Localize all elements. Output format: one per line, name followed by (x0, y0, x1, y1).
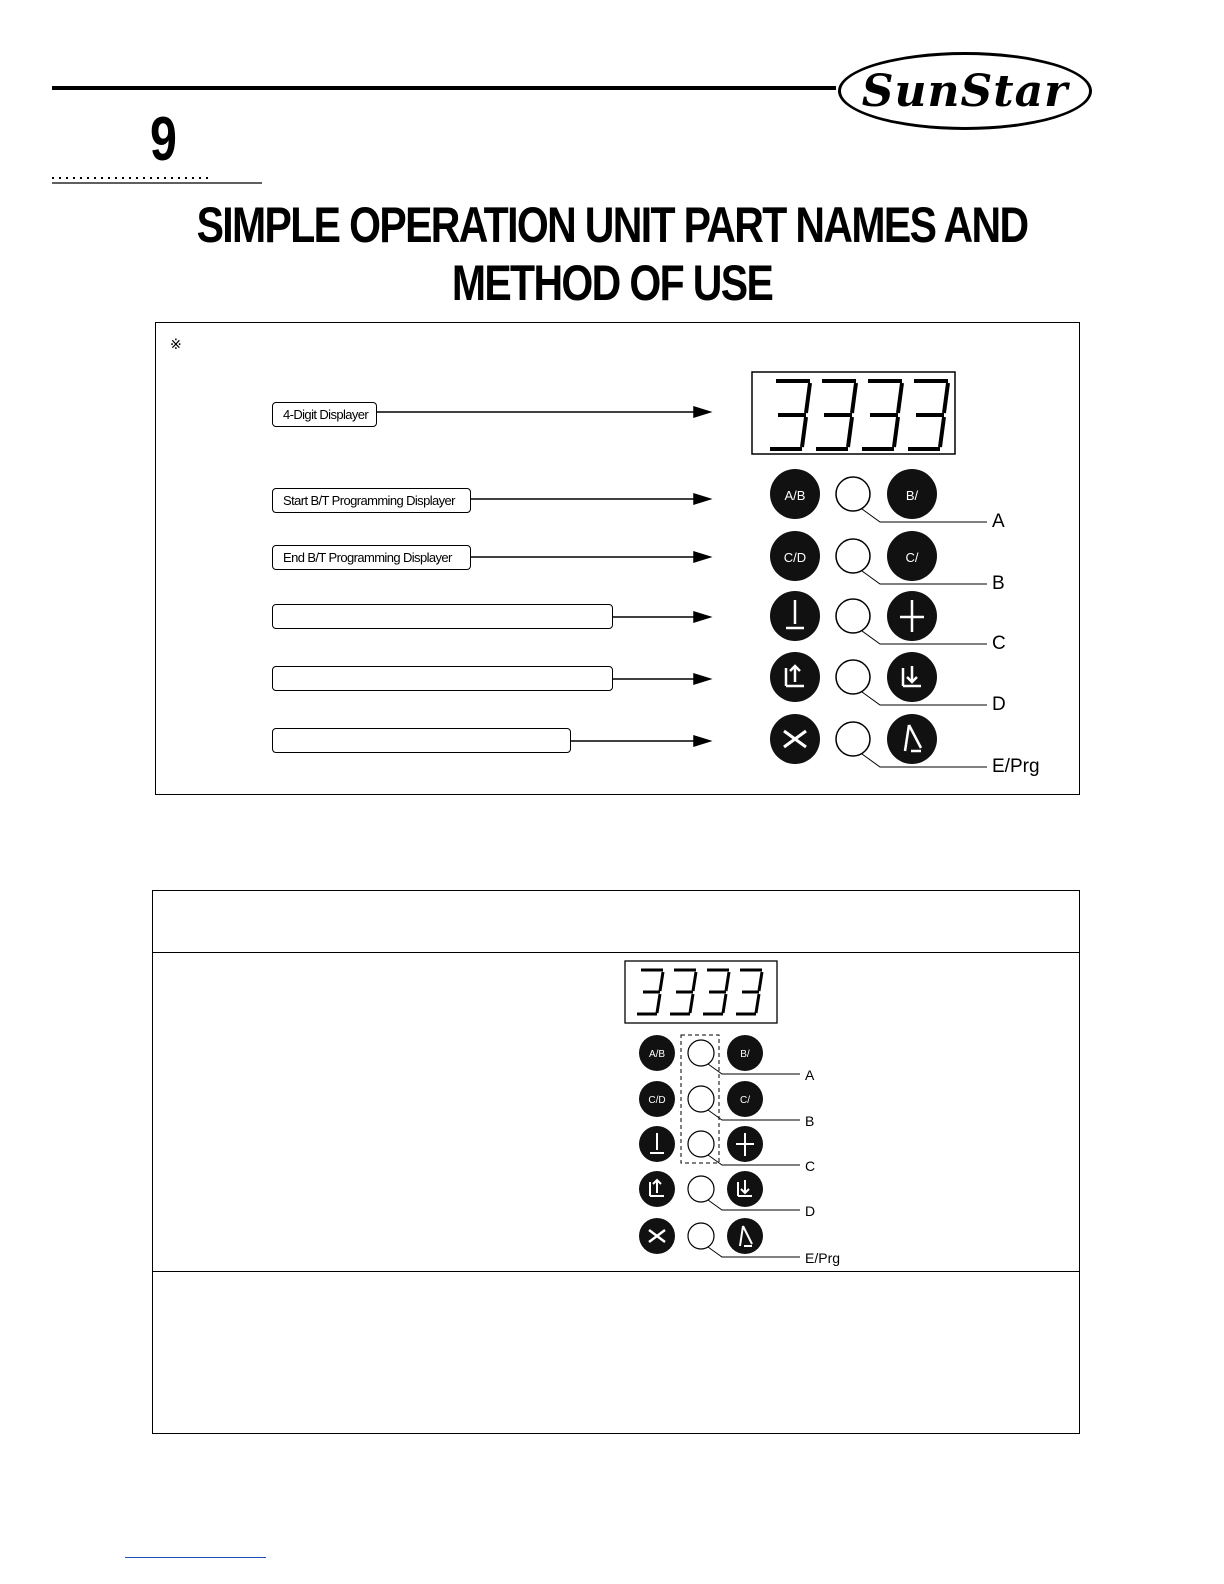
indicator-label-d: D (992, 694, 1006, 715)
section-number: 9 (150, 105, 177, 174)
small-row-4 (639, 1171, 800, 1210)
small-row-2 (639, 1081, 800, 1120)
small-indicator-label-a: A (805, 1067, 815, 1083)
indicator-label-eprg: E/Prg (992, 756, 1040, 777)
small-indicator-led-b (688, 1086, 714, 1112)
svg-text:A/B: A/B (648, 1049, 666, 1060)
small-indicator-led-e (688, 1223, 714, 1249)
small-indicator-led-c (688, 1131, 714, 1157)
callout-end-bt-programming: End B/T Programming Displayer (272, 545, 471, 570)
end-backtack-cd-glyph: C/D (783, 550, 807, 565)
end-backtack-c-glyph: C/ (905, 550, 919, 565)
small-indicator-label-eprg: E/Prg (805, 1250, 841, 1266)
small-indicator-label-c: C (805, 1158, 816, 1174)
start-backtack-bi-glyph: B/ (905, 488, 919, 503)
small-soft-start-icon[interactable] (727, 1218, 763, 1254)
svg-text:C/: C/ (740, 1095, 750, 1106)
indicator-label-b: B (992, 573, 1005, 594)
small-indicator-label-b: B (805, 1113, 815, 1129)
start-backtack-abi-glyph: A/B (784, 488, 806, 503)
brand-name: SunStar (861, 65, 1069, 117)
callout-4-digit-displayer: 4-Digit Displayer (272, 402, 377, 427)
note-mark: ※ (170, 336, 182, 352)
indicator-label-a: A (992, 511, 1005, 532)
callout-start-bt-programming: Start B/T Programming Displayer (272, 488, 471, 513)
small-row-5 (639, 1218, 800, 1257)
svg-text:B/: B/ (740, 1049, 750, 1060)
indicator-label-c: C (992, 633, 1006, 654)
footer-rule (125, 1557, 266, 1558)
svg-text:C/D: C/D (648, 1095, 666, 1106)
small-indicator-led-d (688, 1176, 714, 1202)
page-title-text: SIMPLE OPERATION UNIT PART NAMES AND METHOD OF USE (196, 197, 1028, 311)
small-indicator-label-d: D (805, 1203, 816, 1219)
small-indicator-led-a (688, 1040, 714, 1066)
